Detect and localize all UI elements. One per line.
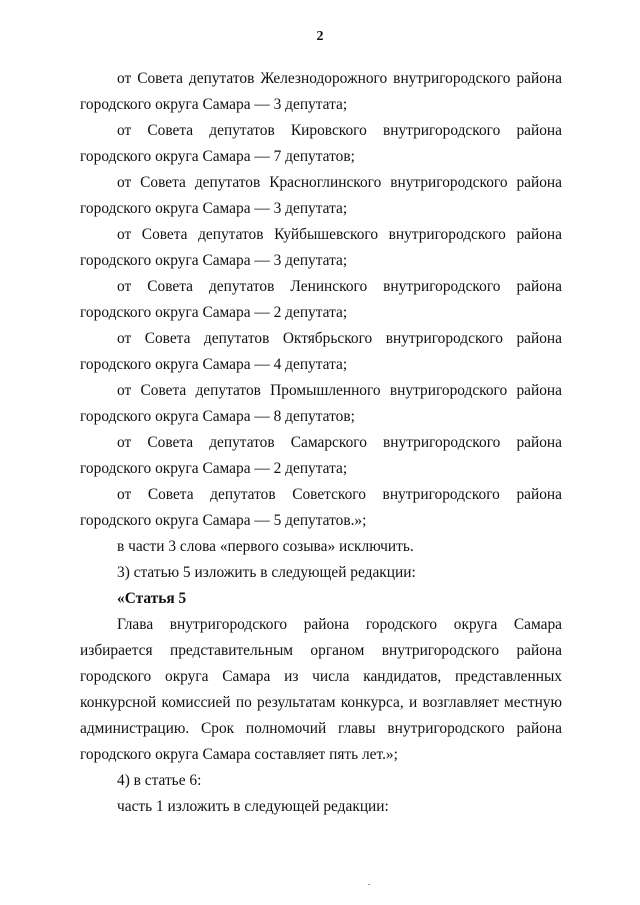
paragraph-leninsky: от Совета депутатов Ленинского внутригородского района городского округа Самара — 2 депутата; (80, 278, 562, 321)
page-number: 2 (316, 29, 324, 44)
paragraph-part1-change: часть 1 изложить в следующей редакции: (117, 798, 389, 815)
paragraph-part3-change: в части 3 слова «первого созыва» исключить. (117, 538, 414, 555)
paragraph-kirovsky: от Совета депутатов Кировского внутригородского района городского округа Самара — 7 депутатов; (80, 122, 562, 165)
paragraph-item4: 4) в статье 6: (117, 772, 202, 789)
paragraph-sovetsky: от Совета депутатов Советского внутригородского района городского округа Самара — 5 депутатов.»; (80, 486, 562, 529)
paragraph-item3: 3) статью 5 изложить в следующей редакции: (117, 564, 416, 581)
paragraph-samarsky: от Совета депутатов Самарского внутригородского района городского округа Самара — 2 депутата; (80, 434, 562, 477)
paragraph-zheleznodorozhny: от Совета депутатов Железнодорожного внутригородского района городского округа Самара — 3 депутата; (80, 70, 562, 113)
paragraph-kuibyshevsky: от Совета депутатов Куйбышевского внутригородского района городского округа Самара — 3 депутата; (80, 226, 562, 269)
article-5-title: «Статья 5 (117, 590, 187, 607)
paragraph-promyshlenny: от Совета депутатов Промышленного внутригородского района городского округа Самара — 8 депутатов; (80, 382, 562, 425)
document-body (80, 66, 562, 820)
paragraph-oktyabrsky: от Совета депутатов Октябрьского внутригородского района городского округа Самара — 4 депутата; (80, 330, 562, 373)
paragraph-krasnoglinsky: от Совета депутатов Красноглинского внутригородского района городского округа Самара — 3 депутата; (80, 174, 562, 217)
scan-speck (368, 884, 370, 885)
article-5-text: Глава внутригородского района городского округа Самара избирается представительным органом внутригородского района городского округа Самара из числа кандидатов, представленных конкурсной комиссией по результатам конкурса, и возглавляет местную администрацию. Срок полномочий главы внутригородского района городского округа Самара составляет пять лет.»; (80, 616, 562, 763)
